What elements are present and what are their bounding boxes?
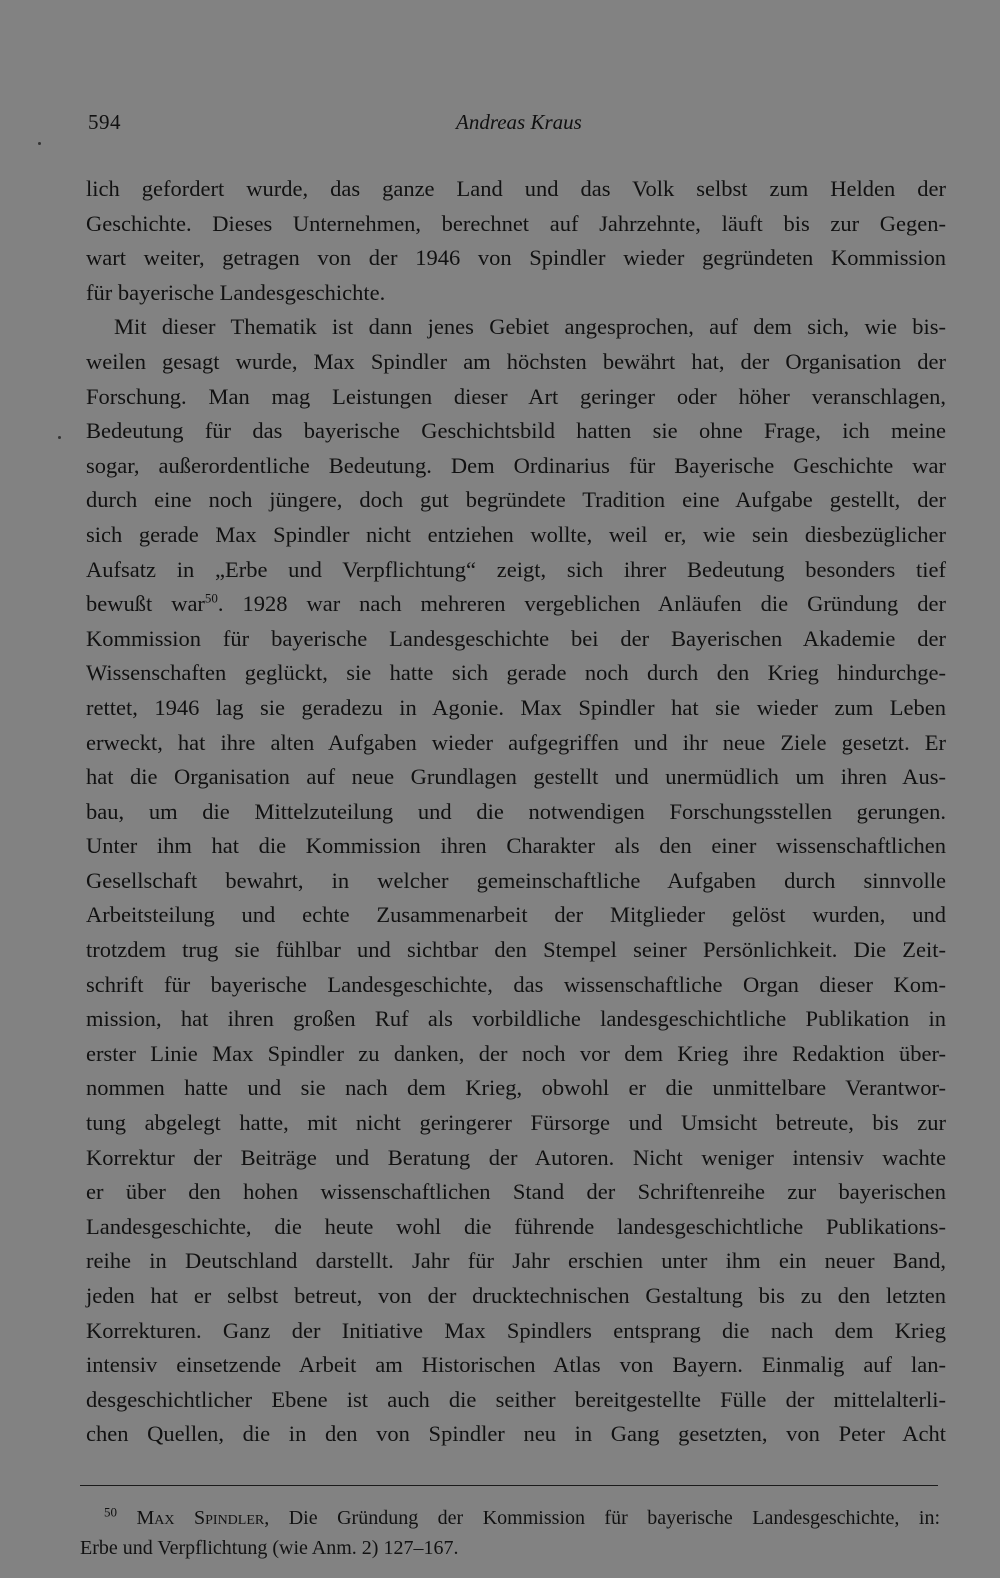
text-segment: bewußt war [86,591,205,617]
text-line: lich gefordert wurde, das ganze Land und das Volk selbst zum Helden der [86,176,946,201]
footnote [80,1503,940,1563]
footnote-author: Max Spindler [136,1507,265,1529]
text-line: durch eine noch jüngere, doch gut begründete Tradition eine Aufgabe gestellt, der [86,487,946,513]
footnote-text: , Die Gründung der Kommission für bayerische Landesgeschichte, in: [264,1507,941,1529]
text-line: desgeschichtlicher Ebene ist auch die seither bereitgestellte Fülle der mittelalterli- [86,1386,946,1412]
text-line: chen Quellen, die in den von Spindler neu in Gang gesetzten, von Peter Acht [86,1421,946,1447]
text-line: Bedeutung für das bayerische Geschichtsbild hatten sie ohne Frage, ich meine [86,418,946,444]
text-line: reihe in Deutschland darstellt. Jahr für Jahr erschien unter ihm ein neuer Band, [86,1248,946,1274]
footnote-reference: 50 [204,590,218,606]
page-header [88,110,948,140]
text-line: für bayerische Landesgeschichte. [86,279,386,305]
text-line: Landesgeschichte, die heute wohl die führende landesgeschichtliche Publikations- [86,1213,946,1239]
text-line: hat die Organisation auf neue Grundlagen gestellt und unermüdlich um ihren Aus- [86,764,946,790]
text-line: Aufsatz in „Erbe und Verpflichtung“ zeigt, sich ihrer Bedeutung besonders tief [86,556,946,582]
footnote-line [80,1503,940,1533]
text-line: Korrektur der Beiträge und Beratung der Autoren. Nicht weniger intensiv wachte [86,1144,946,1170]
text-line: mission, hat ihren großen Ruf als vorbildliche landesgeschichtliche Publikation in [86,1006,946,1032]
footnote-line: Erbe und Verpflichtung (wie Anm. 2) 127–167. [80,1537,459,1559]
text-line: jeden hat er selbst betreut, von der drucktechnischen Gestaltung bis zu den letzten [86,1283,946,1308]
text-line: tung abgelegt hatte, mit nicht geringerer Fürsorge und Umsicht betreute, bis zur [86,1110,946,1136]
print-speck [38,142,41,145]
footnote-divider [80,1485,938,1486]
text-line: intensiv einsetzende Arbeit am Historischen Atlas von Bayern. Einmalig auf lan- [86,1352,946,1378]
footnote-number: 50 [104,1504,117,1520]
text-line: Arbeitsteilung und echte Zusammenarbeit der Mitglieder gelöst wurden, und [86,902,946,928]
text-line: Wissenschaften geglückt, sie hatte sich gerade noch durch den Krieg hindurchge- [86,660,946,686]
text-segment: . 1928 war nach mehreren vergeblichen Anläufen die Gründung der [217,591,946,617]
text-line: Forschung. Man mag Leistungen dieser Art geringer oder höher veranschlagen, [86,383,946,409]
text-line: er über den hohen wissenschaftlichen Stand der Schriftenreihe zur bayerischen [86,1179,946,1205]
text-line: wart weiter, getragen von der 1946 von Spindler wieder gegründeten Kommission [86,245,946,271]
text-line: erweckt, hat ihre alten Aufgaben wieder aufgegriffen und ihr neue Ziele gesetzt. Er [86,729,946,755]
text-line: sogar, außerordentliche Bedeutung. Dem Ordinarius für Bayerische Geschichte war [86,452,946,478]
text-line: Unter ihm hat die Kommission ihren Charakter als den einer wissenschaftlichen [86,833,946,859]
text-line: Mit dieser Thematik ist dann jenes Gebiet angesprochen, auf dem sich, wie bis- [114,314,946,340]
text-line: rettet, 1946 lag sie geradezu in Agonie. Max Spindler hat sie wieder zum Leben [86,694,946,720]
print-speck [58,436,61,439]
text-line: Kommission für bayerische Landesgeschichte bei der Bayerischen Akademie der [86,625,946,651]
text-line: Geschichte. Dieses Unternehmen, berechnet auf Jahrzehnte, läuft bis zur Gegen- [86,210,946,236]
text-line: schrift für bayerische Landesgeschichte, das wissenschaftliche Organ dieser Kom- [86,971,946,997]
text-line: Gesellschaft bewahrt, in welcher gemeinschaftliche Aufgaben durch sinnvolle [86,867,946,893]
text-line: weilen gesagt wurde, Max Spindler am höchsten bewährt hat, der Organisation der [86,348,946,374]
body-text [86,172,946,1452]
running-head: Andreas Kraus [456,110,582,134]
text-line: sich gerade Max Spindler nicht entziehen wollte, weil er, wie sein diesbezüglicher [86,521,946,547]
text-line: bau, um die Mittelzuteilung und die notwendigen Forschungsstellen gerungen. [86,798,946,824]
text-line: nommen hatte und sie nach dem Krieg, obwohl er die unmittelbare Verantwor- [86,1075,946,1101]
text-line: trotzdem trug sie fühlbar und sichtbar den Stempel seiner Persönlichkeit. Die Zeit- [86,937,946,963]
page-number: 594 [88,110,121,134]
text-line: erster Linie Max Spindler zu danken, der noch vor dem Krieg ihre Redaktion über- [86,1040,946,1066]
text-line: Korrekturen. Ganz der Initiative Max Spindlers entsprang die nach dem Krieg [86,1317,946,1343]
text-line-with-footnote-ref [86,587,946,622]
